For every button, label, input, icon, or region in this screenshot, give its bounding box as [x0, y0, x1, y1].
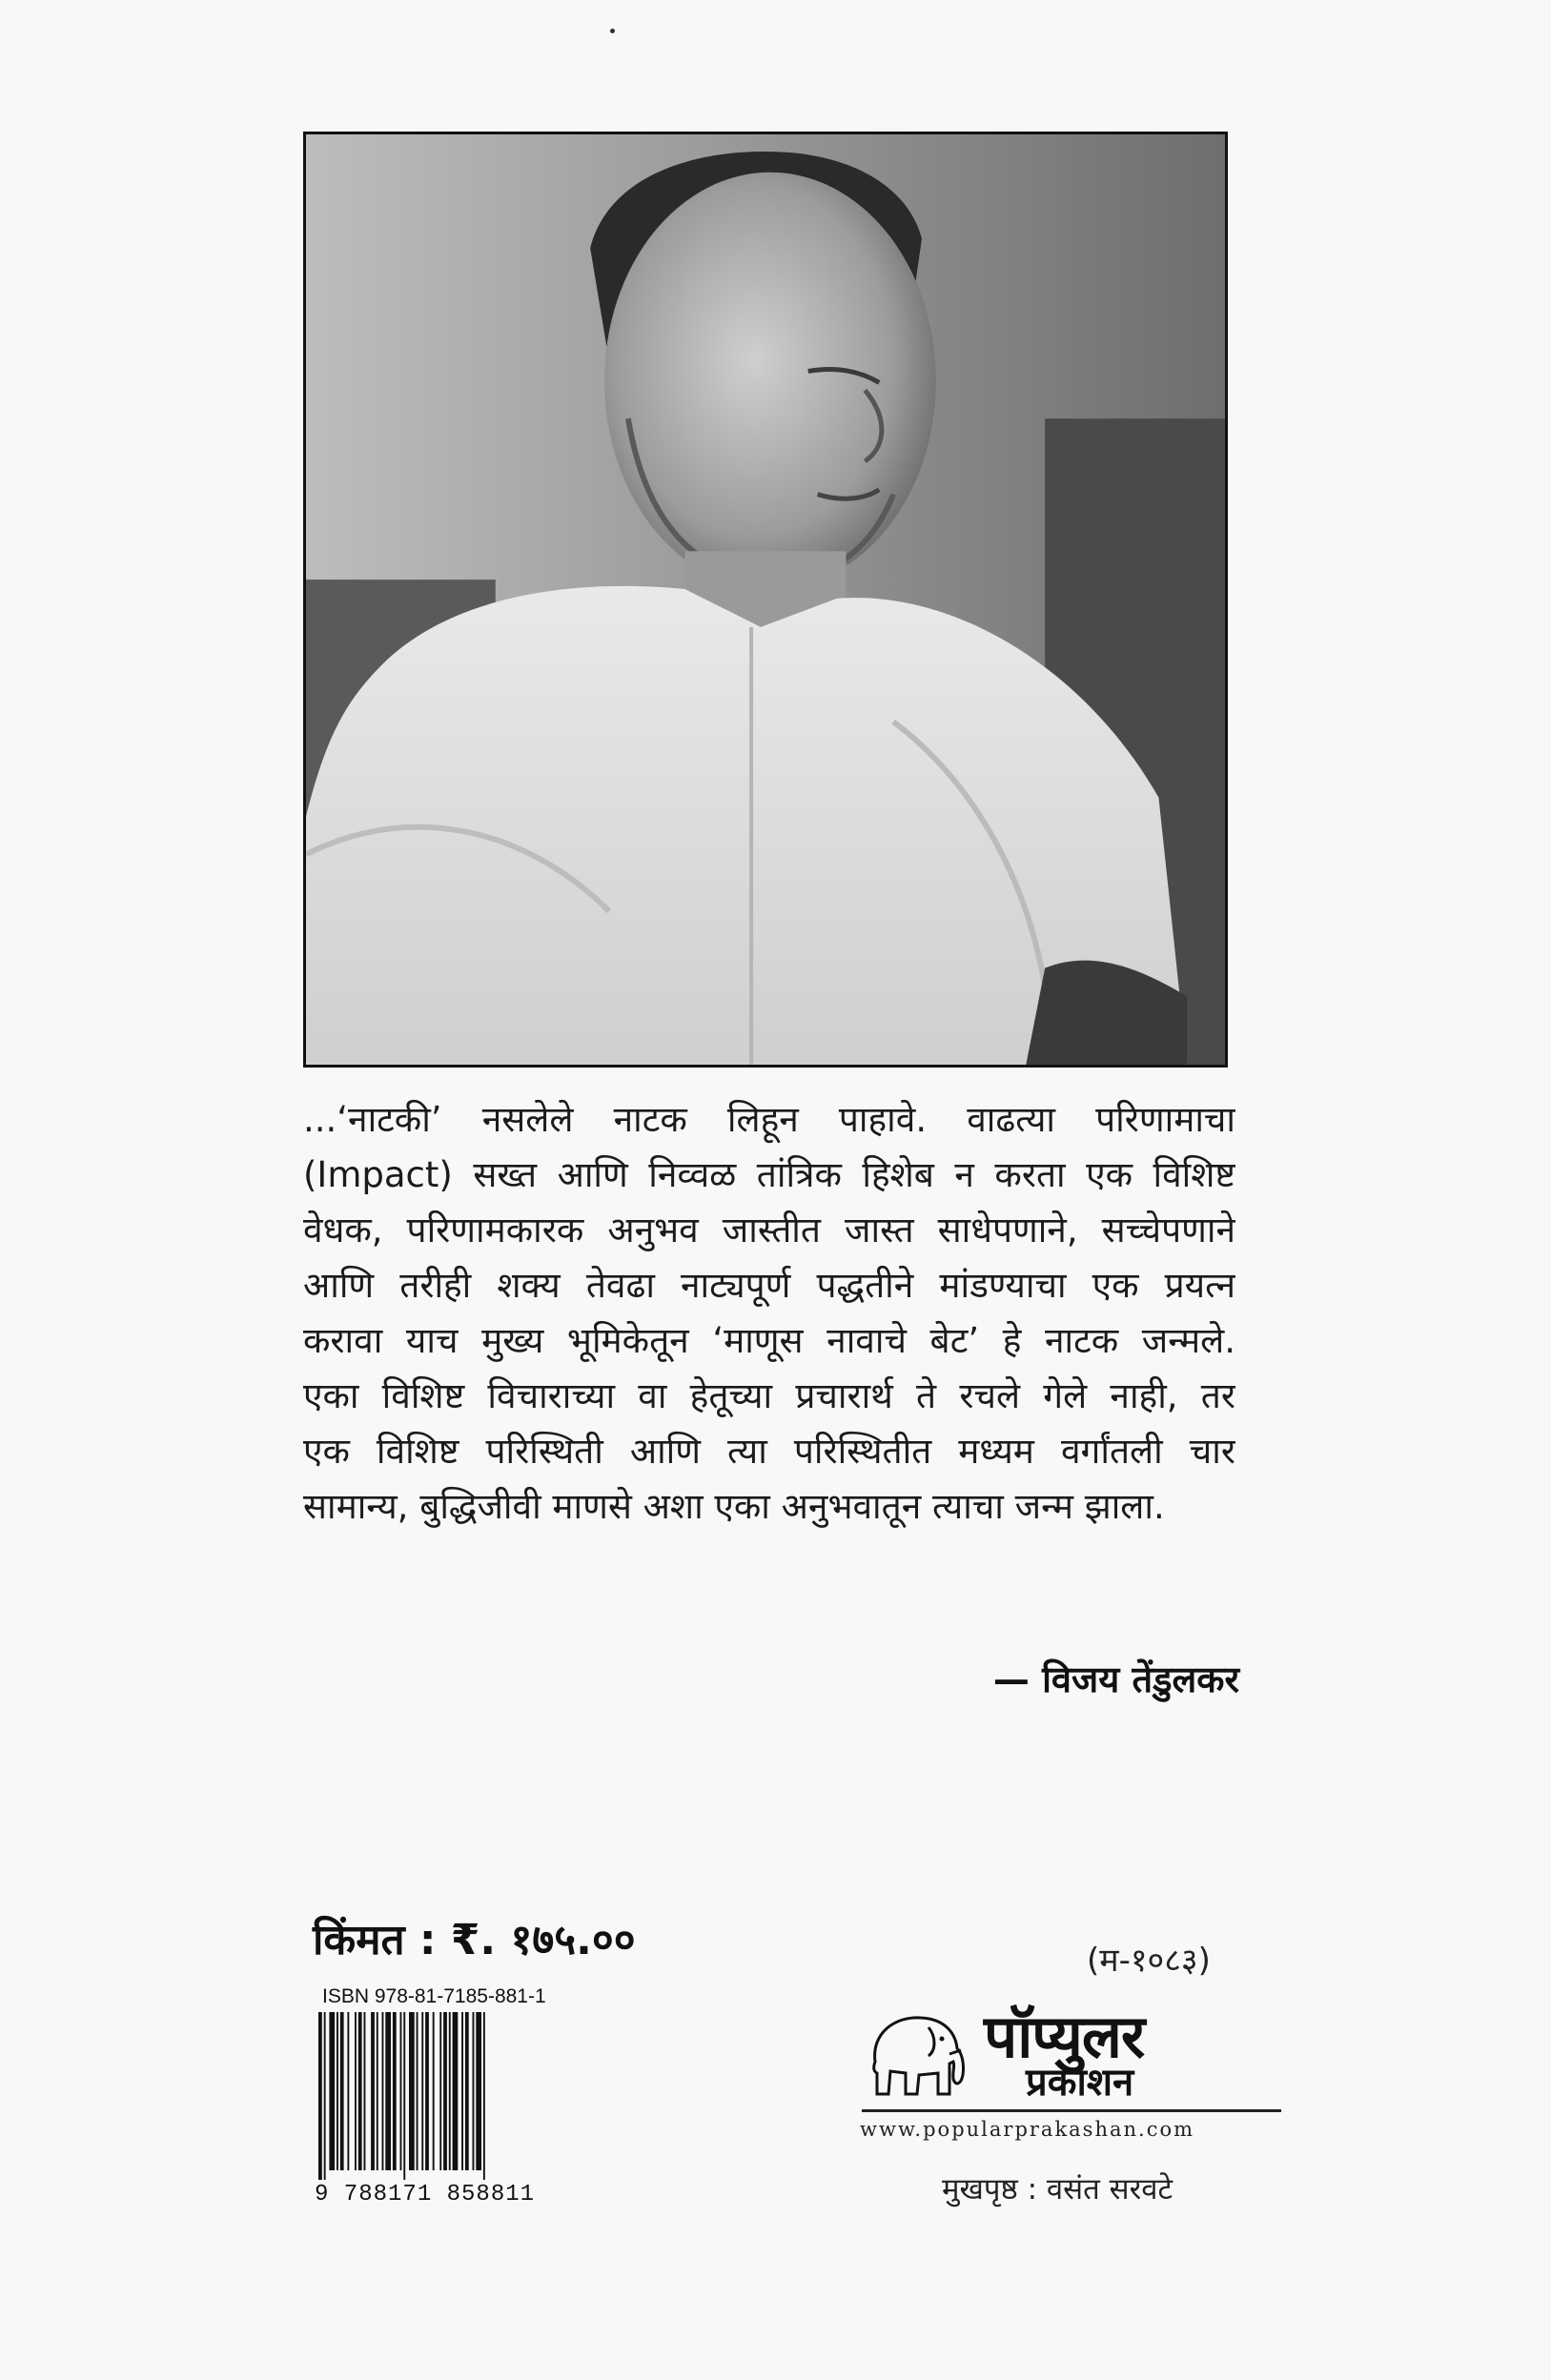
barcode-bar: [476, 2012, 481, 2170]
barcode-bar: [393, 2012, 397, 2170]
barcode-bar: [324, 2012, 326, 2180]
elephant-icon: [862, 1995, 976, 2107]
price-label: किंमत : ₹. १७५.००: [313, 1916, 636, 1964]
isbn-number: ISBN 978-81-7185-881-1: [322, 1985, 546, 2007]
author-photo: [303, 132, 1228, 1068]
barcode-bars: [315, 2012, 559, 2180]
blurb-text: [303, 1092, 1235, 1535]
author-signature: — विजय तेंडुलकर: [992, 1658, 1239, 1700]
barcode-bar: [358, 2012, 362, 2170]
blurb-line: करावा याच मुख्य भूमिकेतून ‘माणूस नावाचे बेट’ हे नाटक जन्मले.: [303, 1320, 1235, 1361]
barcode-bar: [483, 2012, 485, 2180]
publisher-logo: [862, 1995, 1283, 2119]
barcode-bar: [453, 2012, 459, 2170]
barcode-bar: [403, 2012, 405, 2180]
blurb-line: सामान्य, बुद्धिजीवी माणसे अशा एका अनुभवातून त्याचा जन्म झाला.: [303, 1486, 1165, 1527]
isbn-barcode: [315, 1985, 559, 2224]
barcode-bar: [465, 2012, 469, 2170]
barcode-digits: 9 788171 858811: [315, 2182, 536, 2207]
barcode-bar: [347, 2012, 349, 2170]
barcode-bar: [473, 2012, 475, 2170]
blurb-line: एक विशिष्ट परिस्थिती आणि त्या परिस्थितीत मध्यम वर्गांतली चार: [303, 1431, 1235, 1472]
blurb-line: एका विशिष्ट विचाराच्या वा हेतूच्या प्रचारार्थ ते रचले गेले नाही, तर: [303, 1375, 1235, 1416]
barcode-bar: [371, 2012, 375, 2170]
cover-credit: मुखपृष्ठ : वसंत सरवटे: [942, 2172, 1173, 2207]
barcode-bar: [409, 2012, 415, 2170]
blurb-line: ...‘नाटकी’ नसलेले नाटक लिहून पाहावे. वाढत्या परिणामाचा: [303, 1099, 1235, 1140]
barcode-bar: [433, 2012, 435, 2170]
catalog-code: (म-१०८३): [1087, 1942, 1211, 1980]
barcode-bar: [421, 2012, 423, 2170]
blurb-line: आणि तरीही शक्य तेवढा नाट्यपूर्ण पद्धतीने मांडण्याचा एक प्रयत्न: [303, 1265, 1235, 1306]
publisher-name-second: प्रकाशन: [1026, 2061, 1134, 2105]
print-speck: [610, 29, 615, 33]
barcode-bar: [382, 2012, 384, 2170]
logo-divider: [862, 2109, 1281, 2112]
publisher-website: www.popularprakashan.com: [860, 2118, 1195, 2141]
barcode-bar: [318, 2012, 322, 2180]
barcode-bar: [461, 2012, 463, 2170]
barcode-bar: [329, 2012, 335, 2170]
barcode-bar: [425, 2012, 429, 2170]
barcode-bar: [449, 2012, 451, 2170]
barcode-bar: [443, 2012, 447, 2170]
barcode-bar: [439, 2012, 441, 2170]
barcode-bar: [337, 2012, 338, 2170]
barcode-bar: [377, 2012, 378, 2170]
barcode-bar: [417, 2012, 418, 2170]
author-portrait-image: [306, 134, 1225, 1065]
barcode-bar: [355, 2012, 357, 2170]
barcode-bar: [400, 2012, 402, 2170]
publisher-name: पॉप्युलर: [984, 2002, 1145, 2071]
blurb-line: (Impact) सख्त आणि निव्वळ तांत्रिक हिशेब न करता एक विशिष्ट: [303, 1154, 1235, 1195]
barcode-bar: [340, 2012, 344, 2170]
barcode-bar: [385, 2012, 391, 2170]
blurb-line: वेधक, परिणामकारक अनुभव जास्तीत जास्त साधेपणाने, सच्चेपणाने: [303, 1210, 1235, 1251]
barcode-bar: [364, 2012, 366, 2170]
